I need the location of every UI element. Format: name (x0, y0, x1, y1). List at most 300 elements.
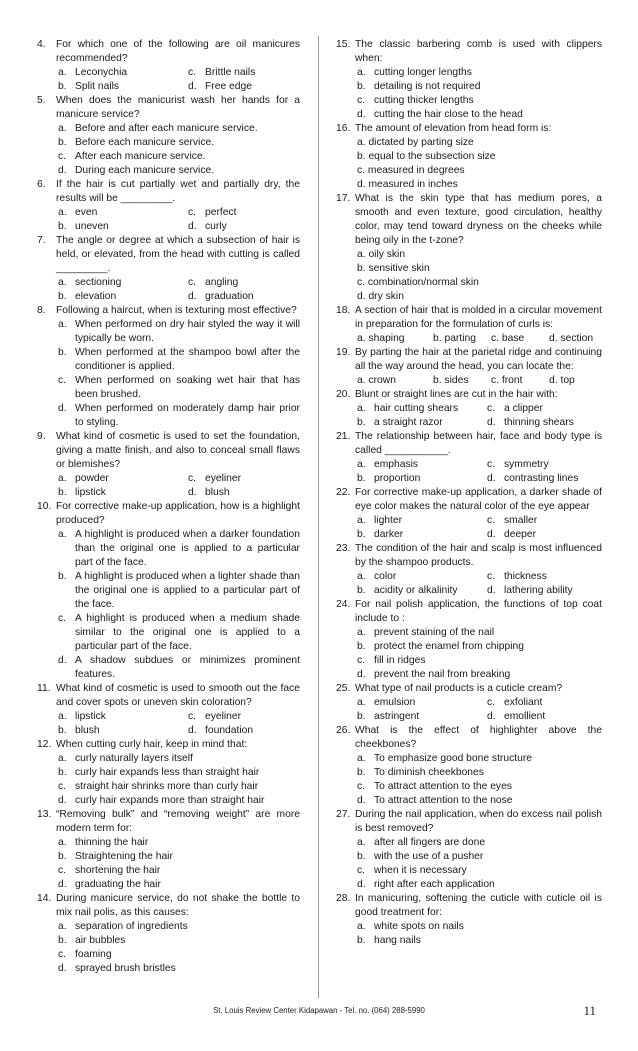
question-item (336, 892, 602, 948)
answer-options (56, 710, 300, 738)
option-text: uneven (75, 221, 109, 232)
option-text: hang nails (374, 935, 421, 946)
question-text: When does the manicurist wash her hands for a manicure service? (56, 95, 300, 120)
option-letter: c. (58, 613, 67, 624)
answer-option (188, 66, 300, 80)
answer-option (487, 472, 602, 486)
answer-option (487, 402, 602, 416)
question-number: 23. (336, 543, 351, 554)
option-text: top (560, 375, 575, 386)
option-text: Before each manicure service. (75, 137, 215, 148)
question-text: What kind of cosmetic is used to smooth out the face and cover spots or uneven skin coloration? (56, 683, 300, 708)
option-text: smaller (504, 515, 538, 526)
answer-options (355, 570, 602, 598)
option-text: After each manicure service. (75, 151, 206, 162)
answer-option (58, 934, 300, 948)
option-letter: a. (58, 753, 67, 764)
answer-option (357, 640, 602, 654)
option-letter: a. (357, 67, 366, 78)
option-text: graduation (205, 291, 254, 302)
question-item (37, 430, 300, 500)
option-text: emphasis (374, 459, 419, 470)
question-item (336, 542, 602, 598)
answer-option (357, 108, 602, 122)
option-text: sides (444, 375, 469, 386)
answer-option (357, 794, 602, 808)
answer-option (58, 206, 188, 220)
option-letter: a. (58, 837, 67, 848)
option-text: curly naturally layers itself (75, 753, 193, 764)
option-letter: b. (357, 641, 366, 652)
question-text: During manicure service, do not shake the bottle to mix nail polis, as this causes: (56, 893, 300, 918)
answer-option (487, 570, 602, 584)
answer-option (357, 864, 602, 878)
question-number: 13. (37, 809, 52, 820)
answer-options (355, 752, 602, 808)
option-letter: a. (357, 571, 366, 582)
option-text: blush (205, 487, 230, 498)
question-item (37, 738, 300, 808)
answer-option (357, 80, 602, 94)
option-text: proportion (374, 473, 421, 484)
option-letter: b. (58, 725, 67, 736)
option-text: thinning the hair (75, 837, 149, 848)
question-number: 25. (336, 683, 351, 694)
option-text: Straightening the hair (75, 851, 173, 862)
answer-option (487, 584, 602, 598)
question-text: What type of nail products is a cuticle cream? (355, 683, 563, 694)
option-text: shaping (368, 333, 405, 344)
option-letter: a. (58, 207, 67, 218)
option-text: sectioning (75, 277, 122, 288)
option-text: eyeliner (205, 711, 242, 722)
option-letter: a. (58, 123, 67, 134)
answer-options (355, 248, 602, 304)
question-number: 18. (336, 305, 351, 316)
answer-option (357, 458, 487, 472)
option-text: detailing is not required (374, 81, 481, 92)
option-letter: c. (357, 95, 366, 106)
question-text: When cutting curly hair, keep in mind that: (56, 739, 248, 750)
answer-option (58, 528, 300, 570)
answer-option (357, 626, 602, 640)
answer-option (549, 332, 602, 346)
option-letter: a. (357, 403, 366, 414)
option-letter: c. (487, 459, 496, 470)
question-item (336, 346, 602, 388)
answer-option (58, 612, 300, 654)
option-letter: a. (58, 473, 67, 484)
option-text: emollient (504, 711, 546, 722)
option-text: thinning shears (504, 417, 574, 428)
answer-option (58, 122, 300, 136)
question-text: For corrective make-up application, how is a highlight produced? (56, 501, 300, 526)
option-text: front (501, 375, 523, 386)
option-letter: b. (58, 137, 67, 148)
footer-text: St. Louis Review Center Kidapawan - Tel. no. (064) 288-5990 (213, 1006, 425, 1015)
answer-option (487, 710, 602, 724)
answer-option (357, 402, 487, 416)
option-text: a. dictated by parting size (357, 137, 474, 148)
option-text: eyeliner (205, 473, 242, 484)
question-number: 6. (37, 179, 46, 190)
option-letter: c. (487, 697, 496, 708)
option-text: c. measured in degrees (357, 165, 465, 176)
option-text: a. oily skin (357, 249, 406, 260)
answer-options (355, 458, 602, 486)
option-letter: d. (487, 529, 496, 540)
option-letter: c. (487, 571, 496, 582)
answer-option (58, 276, 188, 290)
option-letter: c. (357, 865, 366, 876)
question-text: By parting the hair at the parietal ridge and continuing all the way around the head, you can locate the: (355, 347, 602, 372)
question-item (336, 598, 602, 682)
answer-option (58, 150, 300, 164)
question-item (336, 486, 602, 542)
answer-option (58, 710, 188, 724)
option-text: astringent (374, 711, 420, 722)
option-letter: d. (58, 403, 67, 414)
option-text: angling (205, 277, 239, 288)
option-letter: d. (357, 879, 366, 890)
option-text: darker (374, 529, 404, 540)
answer-option (357, 584, 487, 598)
option-letter: b. (357, 711, 366, 722)
answer-options (355, 514, 602, 542)
option-letter: d. (188, 725, 197, 736)
question-text: In manicuring, softening the cuticle with cuticle oil is good treatment for: (355, 893, 602, 918)
question-item (37, 500, 300, 682)
option-letter: d. (487, 711, 496, 722)
option-letter: c. (188, 473, 197, 484)
question-text: Blunt or straight lines are cut in the hair with: (355, 389, 558, 400)
option-text: powder (75, 473, 109, 484)
option-letter: d. (549, 375, 558, 386)
answer-option (357, 178, 602, 192)
answer-option (58, 402, 300, 430)
answer-option (188, 276, 300, 290)
answer-option (357, 332, 433, 346)
question-number: 12. (37, 739, 52, 750)
option-letter: b. (58, 291, 67, 302)
question-item (37, 178, 300, 234)
option-text: To attract attention to the eyes (374, 781, 512, 792)
question-text: For which one of the following are oil manicures recommended? (56, 39, 300, 64)
answer-options (56, 920, 300, 976)
option-letter: b. (58, 81, 67, 92)
answer-options (355, 332, 602, 346)
answer-options (56, 836, 300, 892)
answer-options (355, 920, 602, 948)
answer-options (355, 374, 602, 388)
option-text: perfect (205, 207, 237, 218)
option-text: after all fingers are done (374, 837, 486, 848)
answer-option (58, 66, 188, 80)
answer-option (188, 220, 300, 234)
question-text: If the hair is cut partially wet and partially dry, the results will be _________. (56, 179, 300, 204)
option-letter: d. (58, 655, 67, 666)
option-text: To attract attention to the nose (374, 795, 513, 806)
answer-option (188, 486, 300, 500)
answer-option (58, 164, 300, 178)
option-letter: c. (188, 711, 197, 722)
option-text: separation of ingredients (75, 921, 188, 932)
option-text: cutting longer lengths (374, 67, 472, 78)
answer-option (58, 752, 300, 766)
option-text: color (374, 571, 397, 582)
answer-options (355, 696, 602, 724)
answer-option (58, 836, 300, 850)
answer-option (58, 654, 300, 682)
page-footer (0, 1003, 638, 1019)
question-number: 10. (37, 501, 52, 512)
option-letter: d. (188, 221, 197, 232)
option-text: cutting thicker lengths (374, 95, 474, 106)
option-letter: a. (357, 459, 366, 470)
answer-option (357, 150, 602, 164)
question-number: 19. (336, 347, 351, 358)
option-letter: b. (58, 221, 67, 232)
option-text: with the use of a pusher (374, 851, 484, 862)
question-number: 26. (336, 725, 351, 736)
answer-option (357, 696, 487, 710)
question-item (336, 682, 602, 724)
option-letter: c. (491, 333, 500, 344)
option-letter: a. (357, 753, 366, 764)
question-text: For nail polish application, the functions of top coat include to : (355, 599, 602, 624)
option-text: shortening the hair (75, 865, 161, 876)
answer-option (357, 528, 487, 542)
answer-option (357, 920, 602, 934)
answer-option (188, 472, 300, 486)
answer-option (58, 948, 300, 962)
answer-options (56, 752, 300, 808)
question-number: 27. (336, 809, 351, 820)
option-letter: a. (357, 837, 366, 848)
option-letter: b. (58, 571, 67, 582)
answer-option (58, 220, 188, 234)
answer-option (58, 80, 188, 94)
question-item (37, 682, 300, 738)
option-letter: b. (58, 767, 67, 778)
question-text: The condition of the hair and scalp is most influenced by the shampoo products. (355, 543, 602, 568)
option-letter: d. (487, 417, 496, 428)
option-letter: c. (188, 207, 197, 218)
answer-option (491, 332, 549, 346)
option-text: section (560, 333, 594, 344)
answer-option (433, 374, 491, 388)
question-number: 15. (336, 39, 351, 50)
option-text: Brittle nails (205, 67, 256, 78)
option-text: foundation (205, 725, 254, 736)
option-letter: c. (58, 375, 67, 386)
option-text: hair cutting shears (374, 403, 459, 414)
question-item (336, 304, 602, 346)
question-number: 14. (37, 893, 52, 904)
answer-option (58, 290, 188, 304)
answer-option (357, 94, 602, 108)
option-letter: a. (58, 529, 67, 540)
answer-option (357, 710, 487, 724)
option-text: base (501, 333, 525, 344)
question-number: 16. (336, 123, 351, 134)
answer-option (188, 206, 300, 220)
answer-option (58, 570, 300, 612)
answer-option (433, 332, 491, 346)
option-text: right after each application (374, 879, 495, 890)
answer-option (58, 136, 300, 150)
option-text: acidity or alkalinity (374, 585, 458, 596)
option-text: curly (205, 221, 227, 232)
question-number: 11. (37, 683, 51, 694)
question-text: The relationship between hair, face and body type is called ___________. (355, 431, 602, 456)
option-letter: d. (58, 879, 67, 890)
option-text: a straight razor (374, 417, 443, 428)
right-column (336, 38, 602, 948)
option-text: blush (75, 725, 100, 736)
answer-option (58, 864, 300, 878)
option-text: Split nails (75, 81, 120, 92)
question-item (336, 808, 602, 892)
answer-option (491, 374, 549, 388)
option-text: prevent the nail from breaking (374, 669, 511, 680)
answer-option (58, 794, 300, 808)
answer-options (56, 318, 300, 430)
answer-option (58, 780, 300, 794)
option-letter: c. (188, 67, 197, 78)
option-text: emulsion (374, 697, 416, 708)
answer-option (357, 416, 487, 430)
answer-option (487, 416, 602, 430)
option-text: c. combination/normal skin (357, 277, 479, 288)
option-letter: b. (433, 333, 442, 344)
answer-options (56, 276, 300, 304)
answer-option (357, 164, 602, 178)
answer-option (357, 654, 602, 668)
option-text: symmetry (504, 459, 549, 470)
option-letter: b. (357, 529, 366, 540)
question-item (37, 94, 300, 178)
option-letter: a. (357, 515, 366, 526)
option-text: curly hair expands more than straight hair (75, 795, 265, 806)
option-text: white spots on nails (374, 921, 464, 932)
option-text: exfoliant (504, 697, 543, 708)
option-text: lipstick (75, 711, 106, 722)
answer-options (355, 136, 602, 192)
question-number: 22. (336, 487, 351, 498)
option-letter: d. (549, 333, 558, 344)
answer-option (357, 262, 602, 276)
option-letter: c. (188, 277, 197, 288)
answer-options (56, 66, 300, 94)
answer-option (357, 514, 487, 528)
answer-option (188, 290, 300, 304)
question-text: The classic barbering comb is used with clippers when: (355, 39, 602, 64)
answer-option (487, 514, 602, 528)
question-text: The amount of elevation from head form is: (355, 123, 552, 134)
option-text: foaming (75, 949, 112, 960)
option-text: graduating the hair (75, 879, 161, 890)
answer-option (357, 752, 602, 766)
answer-option (357, 836, 602, 850)
option-letter: b. (357, 473, 366, 484)
answer-option (58, 318, 300, 346)
option-letter: d. (357, 669, 366, 680)
option-letter: b. (357, 767, 366, 778)
option-letter: c. (487, 403, 496, 414)
question-item (336, 192, 602, 304)
option-text: crown (368, 375, 396, 386)
answer-options (355, 836, 602, 892)
question-text: For corrective make-up application, a darker shade of eye color makes the natural color of the eye appear (355, 487, 602, 512)
option-text: Leconychia (75, 67, 128, 78)
answer-option (58, 920, 300, 934)
option-letter: b. (58, 487, 67, 498)
option-letter: a. (58, 277, 67, 288)
question-item (37, 234, 300, 304)
question-item (37, 304, 300, 430)
option-letter: b. (433, 375, 442, 386)
option-letter: c. (487, 515, 496, 526)
question-text: A section of hair that is molded in a circular movement in preparation for the formulation of curls is: (355, 305, 602, 330)
option-letter: a. (357, 333, 366, 344)
answer-option (58, 766, 300, 780)
option-text: lighter (374, 515, 403, 526)
option-letter: b. (58, 851, 67, 862)
question-number: 21. (336, 431, 351, 442)
option-letter: c. (58, 781, 67, 792)
option-text: cutting the hair close to the head (374, 109, 523, 120)
option-text: When performed at the shampoo bowl after the conditioner is applied. (75, 347, 300, 372)
option-text: When performed on dry hair styled the way it will typically be worn. (75, 319, 300, 344)
answer-option (58, 878, 300, 892)
option-letter: c. (357, 655, 366, 666)
option-letter: d. (188, 291, 197, 302)
question-item (336, 122, 602, 192)
answer-options (355, 66, 602, 122)
option-letter: a. (357, 627, 366, 638)
question-number: 20. (336, 389, 351, 400)
answer-options (56, 122, 300, 178)
option-text: contrasting lines (504, 473, 579, 484)
option-letter: d. (188, 81, 197, 92)
option-text: b. sensitive skin (357, 263, 430, 274)
question-number: 9. (37, 431, 46, 442)
option-text: To diminish cheekbones (374, 767, 484, 778)
answer-option (58, 374, 300, 402)
answer-option (357, 878, 602, 892)
answer-option (487, 696, 602, 710)
option-letter: b. (357, 585, 366, 596)
question-text: The angle or degree at which a subsection of hair is held, or elevated, from the head with cutting is called _________. (56, 235, 300, 274)
option-text: d. measured in inches (357, 179, 458, 190)
answer-option (188, 724, 300, 738)
option-text: lathering ability (504, 585, 573, 596)
option-text: A highlight is produced when a darker foundation than the original one is applied to a particular part of the face. (75, 529, 300, 568)
option-letter: b. (357, 81, 366, 92)
option-text: when it is necessary (374, 865, 467, 876)
option-letter: b. (58, 935, 67, 946)
option-letter: b. (357, 935, 366, 946)
option-letter: d. (357, 795, 366, 806)
option-letter: a. (58, 319, 67, 330)
question-item (336, 38, 602, 122)
answer-options (355, 402, 602, 430)
option-letter: d. (487, 473, 496, 484)
answer-option (357, 472, 487, 486)
answer-option (357, 780, 602, 794)
question-text: During the nail application, when do excess nail polish is best removed? (355, 809, 602, 834)
